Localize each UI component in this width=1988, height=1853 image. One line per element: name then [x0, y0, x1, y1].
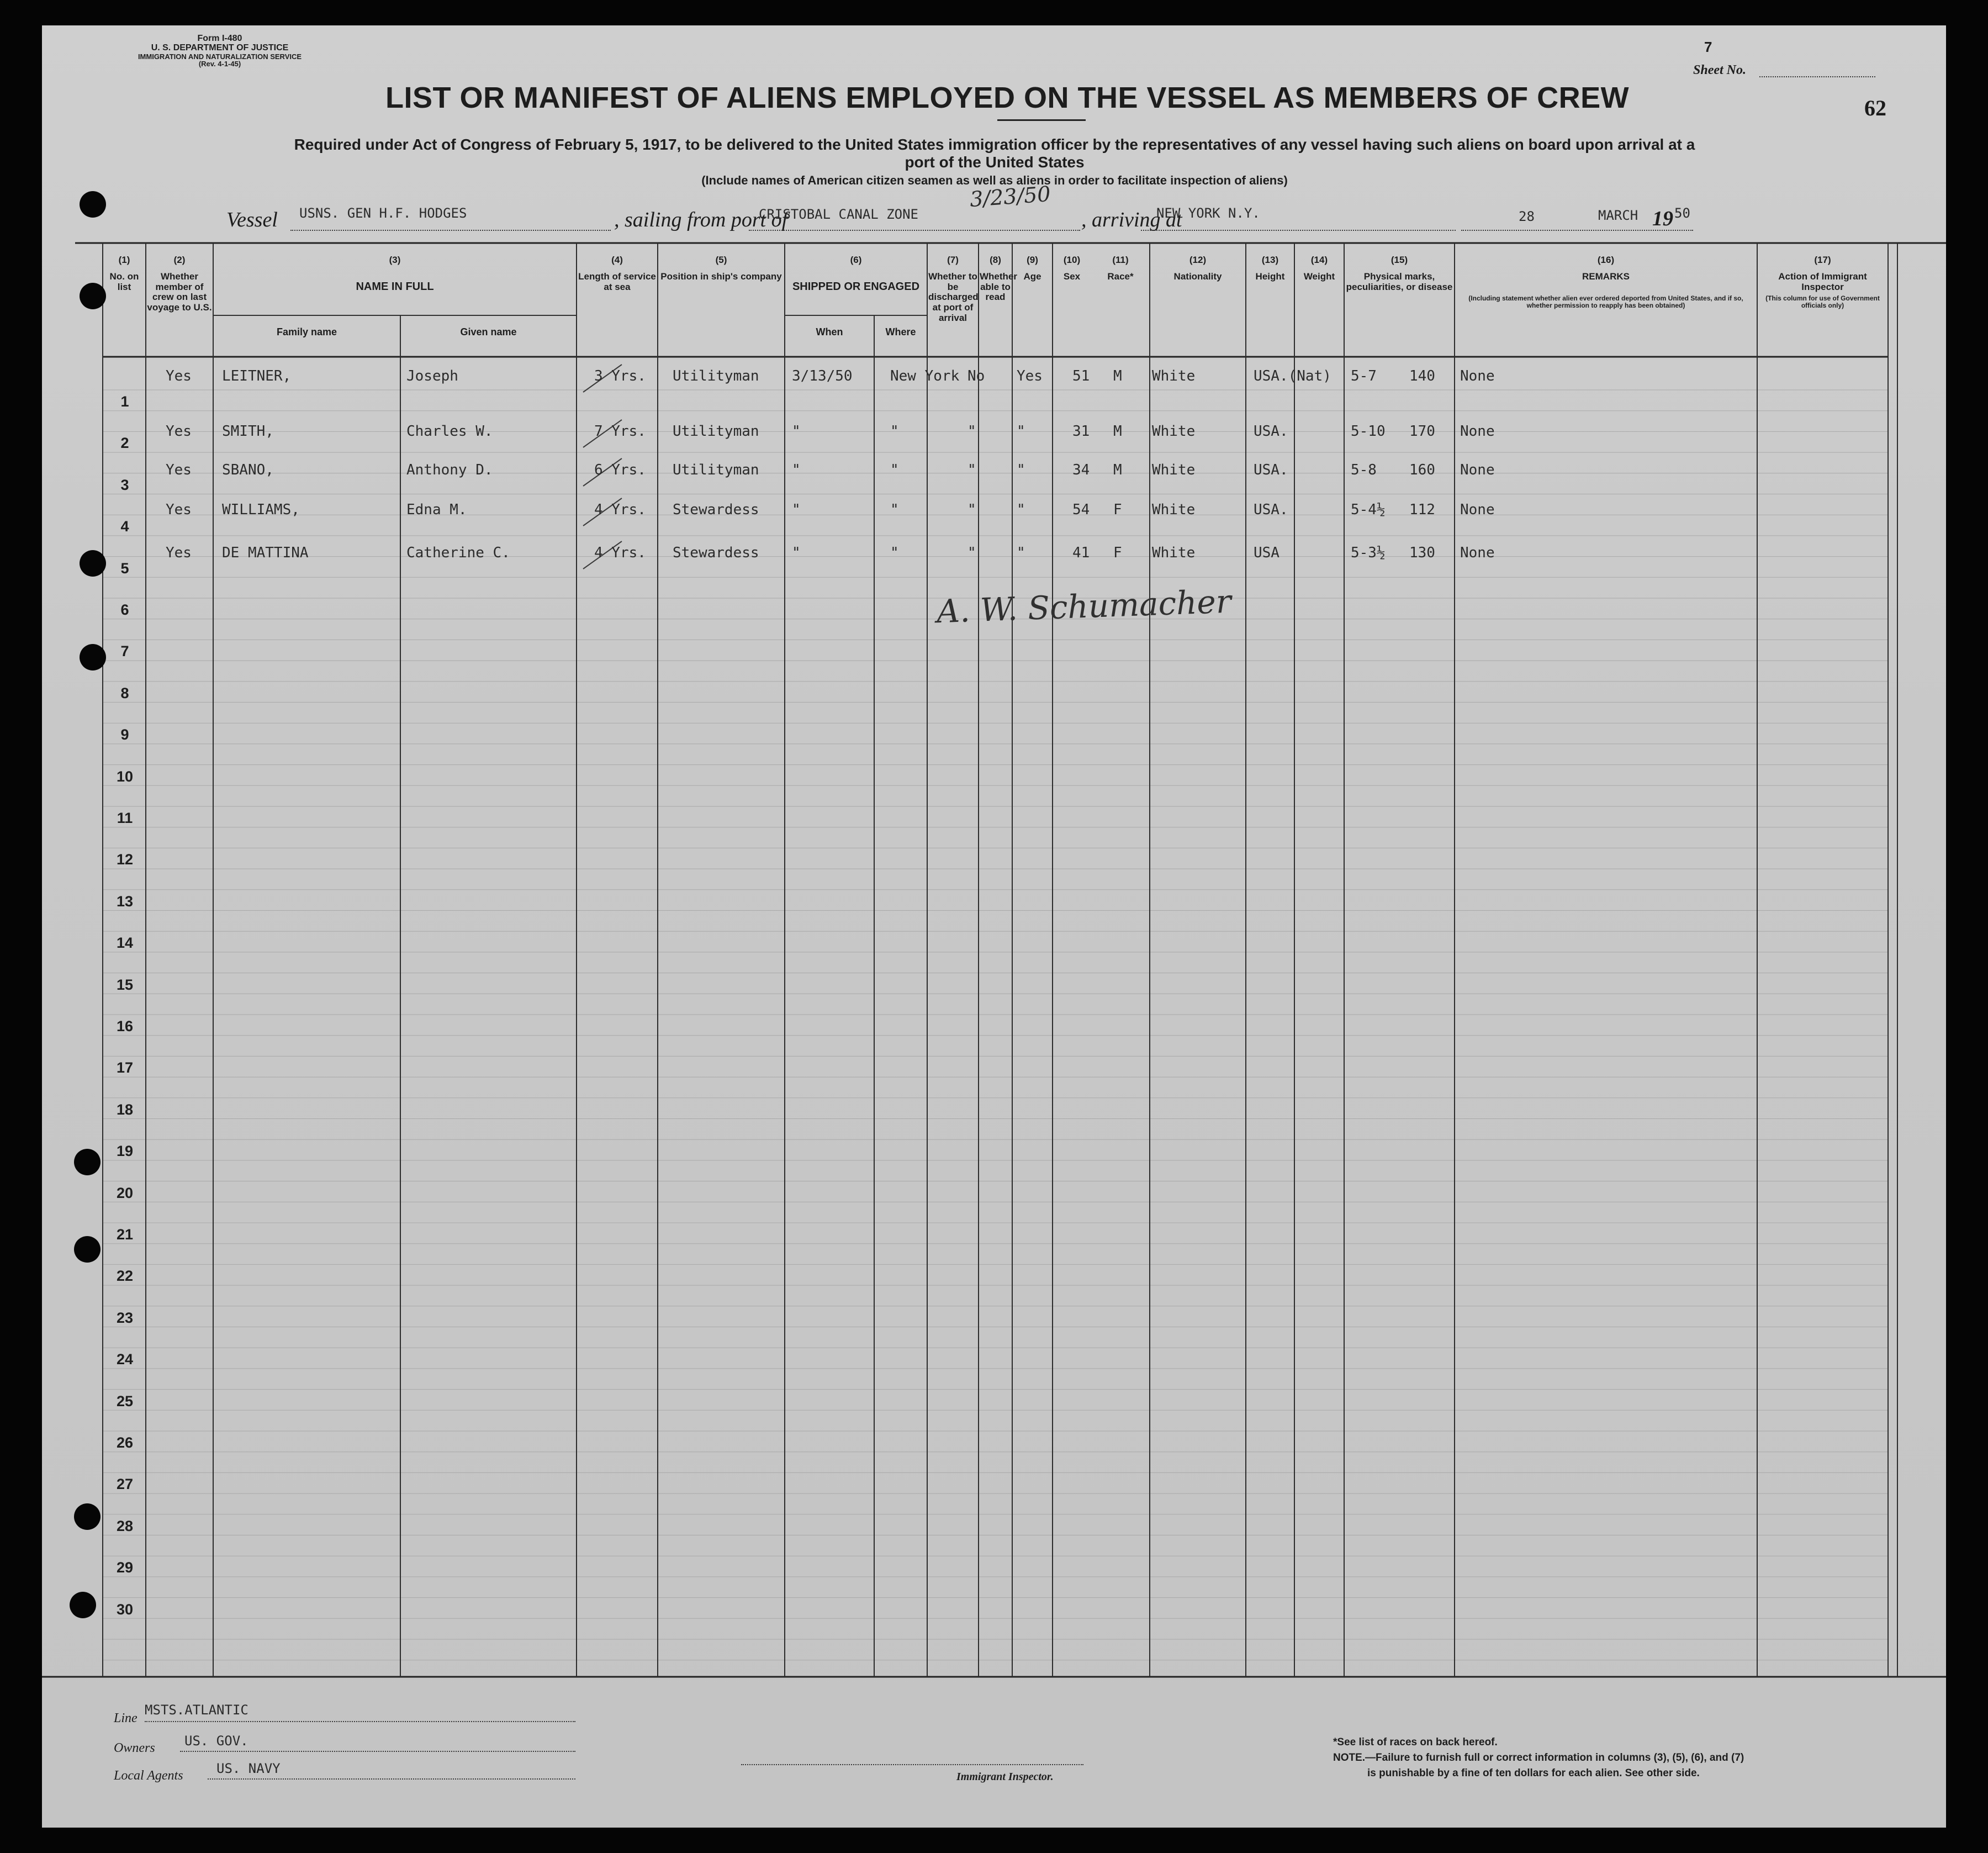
row-number: 20: [116, 1184, 134, 1201]
crew-discharged: ": [967, 423, 976, 440]
row-number: 3: [120, 476, 129, 493]
crew-height: 5-10: [1351, 423, 1386, 440]
subheader-given-name: Given name: [460, 326, 517, 337]
crew-service: 3 Yrs.: [594, 368, 646, 384]
races-note: *See list of races on back hereof.: [1333, 1736, 1498, 1748]
agents-label: Local Agents: [114, 1768, 183, 1783]
crew-service: 7 Yrs.: [594, 423, 646, 440]
binder-hole: [80, 644, 106, 671]
row-number: 5: [120, 559, 129, 577]
inspector-label: Immigrant Inspector.: [956, 1771, 1054, 1783]
column-number-5: (5): [715, 255, 727, 265]
row-number: 25: [116, 1392, 134, 1409]
agents-value: US. NAVY: [216, 1761, 281, 1776]
sheet-label: Sheet No.: [1693, 63, 1746, 77]
row-number: 13: [116, 893, 134, 910]
manifest-sheet: [42, 25, 1946, 1828]
binder-hole: [80, 191, 106, 218]
row-number: 4: [120, 518, 129, 535]
crew-age: 31: [1072, 423, 1090, 440]
row-number: 24: [116, 1351, 134, 1368]
column-number-10: (10): [1063, 255, 1081, 265]
binder-hole: [80, 283, 106, 309]
column-header-4: Length of service at sea: [578, 271, 656, 292]
column-header-2: Whether member of crew on last voyage to U.S.: [147, 271, 212, 313]
crew-given: Charles W.: [406, 423, 493, 440]
crew-when: 3/13/50: [792, 368, 853, 384]
crew-when: ": [792, 545, 801, 561]
column-header-14: Weight: [1303, 271, 1335, 282]
crew-discharged: ": [967, 462, 976, 478]
row-number: 15: [116, 976, 134, 993]
subtitle-line-3: (Include names of American citizen seamen as well as aliens in order to facilitate inspection of aliens): [701, 173, 1288, 188]
crew-sex: M: [1113, 368, 1122, 384]
column-number-17: (17): [1814, 255, 1831, 265]
crew-race: White: [1152, 462, 1196, 478]
line-label: Line: [114, 1711, 138, 1725]
row-number: 30: [116, 1601, 134, 1618]
subheader-where: Where: [885, 326, 916, 337]
crew-weight: 130: [1409, 545, 1435, 561]
row-number: 7: [120, 643, 129, 660]
column-header-15: Physical marks, peculiarities, or disease: [1346, 271, 1453, 292]
column-number-12: (12): [1189, 255, 1207, 265]
row-number: 10: [116, 768, 134, 785]
service: IMMIGRATION AND NATURALIZATION SERVICE: [138, 52, 302, 61]
row-number: 29: [116, 1559, 134, 1576]
crew-given: Catherine C.: [406, 545, 510, 561]
crew-family: LEITNER,: [222, 368, 292, 384]
crew-last-voyage: Yes: [166, 501, 192, 518]
row-number: 14: [116, 935, 134, 952]
row-number: 1: [120, 393, 129, 410]
crew-race: White: [1152, 501, 1196, 518]
crew-family: WILLIAMS,: [222, 501, 300, 518]
crew-position: Utilityman: [673, 462, 759, 478]
column-number-11: (11): [1112, 255, 1129, 265]
crew-last-voyage: Yes: [166, 368, 192, 384]
vessel-label: Vessel: [226, 208, 278, 231]
crew-last-voyage: Yes: [166, 423, 192, 440]
row-number: 9: [120, 726, 129, 743]
column-header-12: Nationality: [1173, 271, 1222, 282]
column-header-8: Whether able to read: [980, 271, 1017, 303]
line-value: MSTS.ATLANTIC: [145, 1702, 248, 1718]
crew-weight: 160: [1409, 462, 1435, 478]
crew-given: Anthony D.: [406, 462, 493, 478]
crew-nationality: USA: [1254, 545, 1279, 561]
sheet-number: 7: [1704, 39, 1712, 55]
row-number: 12: [116, 851, 134, 868]
revision: (Rev. 4-1-45): [198, 60, 241, 68]
column-number-13: (13): [1261, 255, 1279, 265]
column-number-8: (8): [990, 255, 1001, 265]
crew-race: White: [1152, 423, 1196, 440]
row-number: 11: [117, 810, 133, 826]
crew-nationality: USA.(Nat): [1254, 368, 1331, 384]
crew-height: 5-4½: [1351, 501, 1386, 518]
binder-hole: [74, 1149, 101, 1175]
crew-read: Yes: [1017, 368, 1043, 384]
column-number-2: (2): [173, 255, 186, 265]
crew-sex: M: [1113, 423, 1122, 440]
crew-age: 34: [1072, 462, 1090, 478]
row-number: 21: [116, 1226, 134, 1243]
crew-sex: M: [1113, 462, 1122, 478]
column-header-5: Position in ship's company: [660, 271, 782, 282]
crew-read: ": [1017, 501, 1025, 518]
column-header-3: NAME IN FULL: [356, 281, 434, 293]
crew-last-voyage: Yes: [166, 462, 192, 478]
column-number-6: (6): [850, 255, 862, 265]
crew-family: SMITH,: [222, 423, 274, 440]
crew-marks: None: [1460, 501, 1495, 518]
row-number: 6: [120, 601, 129, 618]
year-prefix: 19: [1652, 207, 1673, 230]
crew-where: ": [890, 501, 899, 518]
inspector-signature-line: [741, 1764, 1083, 1765]
owners-value: US. GOV.: [184, 1733, 248, 1749]
crew-age: 41: [1072, 545, 1090, 561]
crew-family: SBANO,: [222, 462, 274, 478]
inspector-signature: A. W. Schumacher: [935, 582, 1232, 631]
owners-underline: [180, 1751, 575, 1752]
form-number: Form I-480: [197, 34, 242, 43]
arriving-label: , arriving at: [1081, 208, 1182, 231]
crew-service: 6 Yrs.: [594, 462, 646, 478]
column-note-16: (Including statement whether alien ever ordered deported from United States, and if so, whether permission to reapply has been obtained): [1468, 294, 1743, 310]
column-number-15: (15): [1390, 255, 1408, 265]
column-header-1: No. on list: [109, 271, 139, 292]
subheader-when: When: [816, 326, 843, 337]
department: U. S. DEPARTMENT OF JUSTICE: [151, 43, 289, 52]
crew-height: 5-7: [1351, 368, 1377, 384]
crew-marks: None: [1460, 545, 1495, 561]
crew-weight: 140: [1409, 368, 1435, 384]
binder-hole: [80, 550, 106, 577]
row-number: 19: [116, 1143, 134, 1160]
agents-underline: [208, 1778, 575, 1780]
penalty-note-2: is punishable by a fine of ten dollars for each alien. See other side.: [1367, 1767, 1700, 1779]
subtitle-line-1: Required under Act of Congress of February 5, 1917, to be delivered to the United States immigration officer by the representatives of any vessel having such aliens on board upon arrival at a: [294, 136, 1695, 153]
crew-where: ": [890, 462, 899, 478]
crew-position: Stewardess: [673, 501, 759, 518]
column-note-17: (This column for use of Government officials only): [1765, 294, 1880, 310]
column-number-9: (9): [1027, 255, 1038, 265]
page-stamp: 62: [1864, 96, 1886, 120]
row-number: 8: [120, 684, 129, 701]
crew-race: White: [1152, 368, 1196, 384]
row-number: 16: [116, 1018, 134, 1034]
crew-age: 51: [1072, 368, 1090, 384]
binder-hole: [74, 1503, 101, 1530]
year-suffix: 50: [1674, 205, 1690, 221]
crew-position: Stewardess: [673, 545, 759, 561]
crew-position: Utilityman: [673, 423, 759, 440]
crew-position: Utilityman: [673, 368, 759, 384]
row-number: 2: [120, 435, 129, 452]
crew-marks: None: [1460, 462, 1495, 478]
vessel-name: USNS. GEN H.F. HODGES: [299, 205, 467, 221]
crew-height: 5-3½: [1351, 545, 1386, 561]
crew-marks: None: [1460, 423, 1495, 440]
column-header-6: SHIPPED OR ENGAGED: [792, 281, 920, 293]
crew-when: ": [792, 423, 801, 440]
column-number-16: (16): [1597, 255, 1615, 265]
crew-when: ": [792, 462, 801, 478]
crew-last-voyage: Yes: [166, 545, 192, 561]
column-number-7: (7): [947, 255, 959, 265]
sailing-port: CRISTOBAL CANAL ZONE: [759, 207, 918, 222]
crew-where: ": [890, 423, 899, 440]
column-header-13: Height: [1255, 271, 1285, 282]
crew-nationality: USA.: [1254, 423, 1288, 440]
subtitle-line-2: port of the United States: [905, 154, 1085, 171]
crew-height: 5-8: [1351, 462, 1377, 478]
crew-where: New York: [890, 368, 960, 384]
crew-read: ": [1017, 423, 1025, 440]
crew-discharged: No: [967, 368, 985, 384]
owners-label: Owners: [114, 1741, 155, 1755]
column-number-3: (3): [389, 255, 401, 265]
crew-nationality: USA.: [1254, 462, 1288, 478]
column-header-7: Whether to be discharged at port of arrival: [928, 271, 979, 323]
crew-age: 54: [1072, 501, 1090, 518]
binder-hole: [70, 1592, 96, 1618]
row-number: 22: [116, 1268, 134, 1285]
crew-read: ": [1017, 462, 1025, 478]
handwritten-date: 3/23/50: [969, 181, 1051, 212]
column-number-14: (14): [1310, 255, 1328, 265]
penalty-note-1: NOTE.—Failure to furnish full or correct information in columns (3), (5), (6), and (7): [1333, 1752, 1744, 1764]
binder-hole: [74, 1236, 101, 1263]
crew-weight: 170: [1409, 423, 1435, 440]
column-header-11: Race*: [1107, 271, 1134, 282]
column-number-1: (1): [118, 255, 130, 265]
arrival-month: MARCH: [1598, 208, 1638, 223]
crew-discharged: ": [967, 501, 976, 518]
column-number-4: (4): [611, 255, 623, 265]
crew-given: Edna M.: [406, 501, 467, 518]
crew-where: ": [890, 545, 899, 561]
row-number: 18: [116, 1101, 134, 1118]
column-header-9: Age: [1023, 271, 1041, 282]
column-header-16: REMARKS: [1582, 271, 1630, 282]
line-underline: [145, 1721, 575, 1722]
arriving-port: NEW YORK N.Y.: [1156, 205, 1260, 221]
crew-weight: 112: [1409, 501, 1435, 518]
column-header-17: Action of Immigrant Inspector: [1778, 271, 1867, 292]
crew-race: White: [1152, 545, 1196, 561]
crew-nationality: USA.: [1254, 501, 1288, 518]
row-number: 28: [116, 1517, 134, 1534]
crew-marks: None: [1460, 368, 1495, 384]
column-header-10: Sex: [1063, 271, 1081, 282]
crew-given: Joseph: [406, 368, 458, 384]
arrival-day: 28: [1519, 209, 1535, 224]
row-number: 17: [116, 1059, 134, 1076]
subheader-family-name: Family name: [276, 326, 337, 337]
crew-discharged: ": [967, 545, 976, 561]
crew-service: 4 Yrs.: [594, 545, 646, 561]
page-title: LIST OR MANIFEST OF ALIENS EMPLOYED ON THE VESSEL AS MEMBERS OF CREW: [385, 81, 1630, 114]
crew-when: ": [792, 501, 801, 518]
crew-sex: F: [1113, 545, 1122, 561]
crew-read: ": [1017, 545, 1025, 561]
row-number: 27: [116, 1476, 134, 1493]
sailing-label: , sailing from port of: [614, 208, 788, 231]
row-number: 23: [116, 1309, 134, 1326]
crew-service: 4 Yrs.: [594, 501, 646, 518]
crew-sex: F: [1113, 501, 1122, 518]
row-number: 26: [116, 1434, 134, 1451]
crew-family: DE MATTINA: [222, 545, 309, 561]
